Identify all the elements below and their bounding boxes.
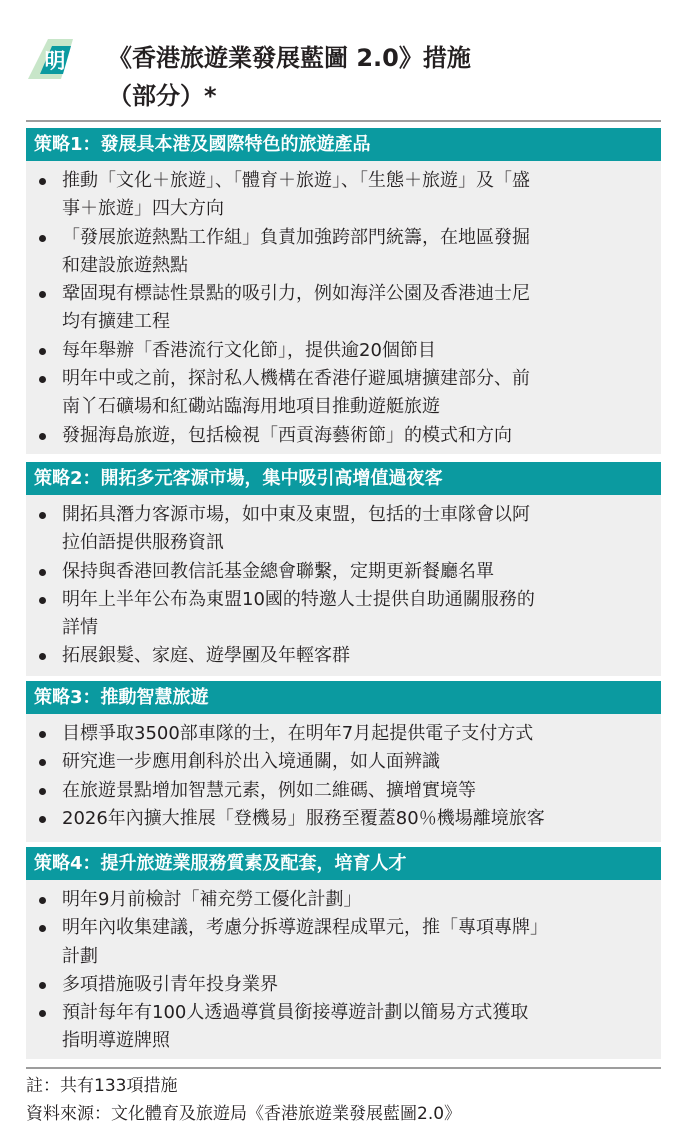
- strategy-3-list: [26, 714, 661, 833]
- page-title: [108, 39, 648, 115]
- footer: [26, 1072, 666, 1128]
- list-item: 開拓具潛力客源市場，如中東及東盟，包括的士車隊會以阿 拉伯語提供服務資訊: [26, 501, 651, 558]
- source-credit: 資料來源：文化體育及旅遊局《香港旅遊業發展藍圖2.0》: [26, 1104, 462, 1124]
- list-item: 發掘海島旅遊，包括檢視「西貢海藝術節」的模式和方向: [26, 422, 651, 450]
- strategy-4-list: [26, 880, 661, 1056]
- list-item: 研究進一步應用創科於出入境通關，如人面辨識: [26, 748, 651, 776]
- footnote: 註：共有133項措施: [26, 1076, 178, 1096]
- strategy-4-panel: [26, 847, 661, 1059]
- list-item: 每年舉辦「香港流行文化節」，提供逾20個節目: [26, 337, 651, 365]
- strategy-1-list: [26, 161, 661, 450]
- list-item: 目標爭取3500部車隊的士，在明年7月起提供電子支付方式: [26, 720, 651, 748]
- strategy-4-heading: 策略4：提升旅遊業服務質素及配套，培育人才: [26, 847, 661, 880]
- top-divider: [26, 120, 661, 122]
- list-item: 明年9月前檢討「補充勞工優化計劃」: [26, 886, 651, 914]
- list-item: 明年上半年公布為東盟10國的特邀人士提供自助通關服務的 詳情: [26, 586, 651, 643]
- list-item: 明年中或之前，探討私人機構在香港仔避風塘擴建部分、前 南丫石礦場和紅磡站臨海用地項目推動遊艇旅遊: [26, 365, 651, 422]
- list-item: 2026年內擴大推展「登機易」服務至覆蓋80％機場離境旅客: [26, 805, 651, 833]
- article-header: [26, 36, 666, 120]
- strategy-2-list: [26, 495, 661, 671]
- strategy-3-heading: 策略3：推動智慧旅遊: [26, 681, 661, 714]
- list-item: 在旅遊景點增加智慧元素，例如二維碼、擴增實境等: [26, 777, 651, 805]
- strategy-1-heading: 策略1：發展具本港及國際特色的旅遊產品: [26, 128, 661, 161]
- title-line-1: 《香港旅遊業發展藍圖 2.0》措施: [108, 44, 471, 72]
- strategy-1-panel: [26, 128, 661, 454]
- title-line-2: （部分）*: [108, 82, 217, 110]
- list-item: 拓展銀髮、家庭、遊學團及年輕客群: [26, 642, 651, 670]
- list-item: 「發展旅遊熱點工作組」負責加強跨部門統籌，在地區發掘 和建設旅遊熱點: [26, 224, 651, 281]
- logo-text: 明: [44, 49, 66, 73]
- ming-pao-logo: [26, 36, 76, 82]
- strategy-2-heading: 策略2：開拓多元客源市場，集中吸引高增值過夜客: [26, 462, 661, 495]
- bottom-divider: [26, 1067, 661, 1069]
- list-item: 多項措施吸引青年投身業界: [26, 971, 651, 999]
- logo-badge-icon: [26, 36, 76, 82]
- list-item: 推動「文化＋旅遊」、「體育＋旅遊」、「生態＋旅遊」及「盛 事＋旅遊」四大方向: [26, 167, 651, 224]
- strategy-3-panel: [26, 681, 661, 842]
- list-item: 預計每年有100人透過導賞員銜接導遊計劃以簡易方式獲取 指明導遊牌照: [26, 999, 651, 1056]
- list-item: 鞏固現有標誌性景點的吸引力，例如海洋公園及香港迪士尼 均有擴建工程: [26, 280, 651, 337]
- list-item: 保持與香港回教信託基金總會聯繫，定期更新餐廳名單: [26, 558, 651, 586]
- strategy-2-panel: [26, 462, 661, 676]
- list-item: 明年內收集建議，考慮分拆導遊課程成單元，推「專項專牌」 計劃: [26, 914, 651, 971]
